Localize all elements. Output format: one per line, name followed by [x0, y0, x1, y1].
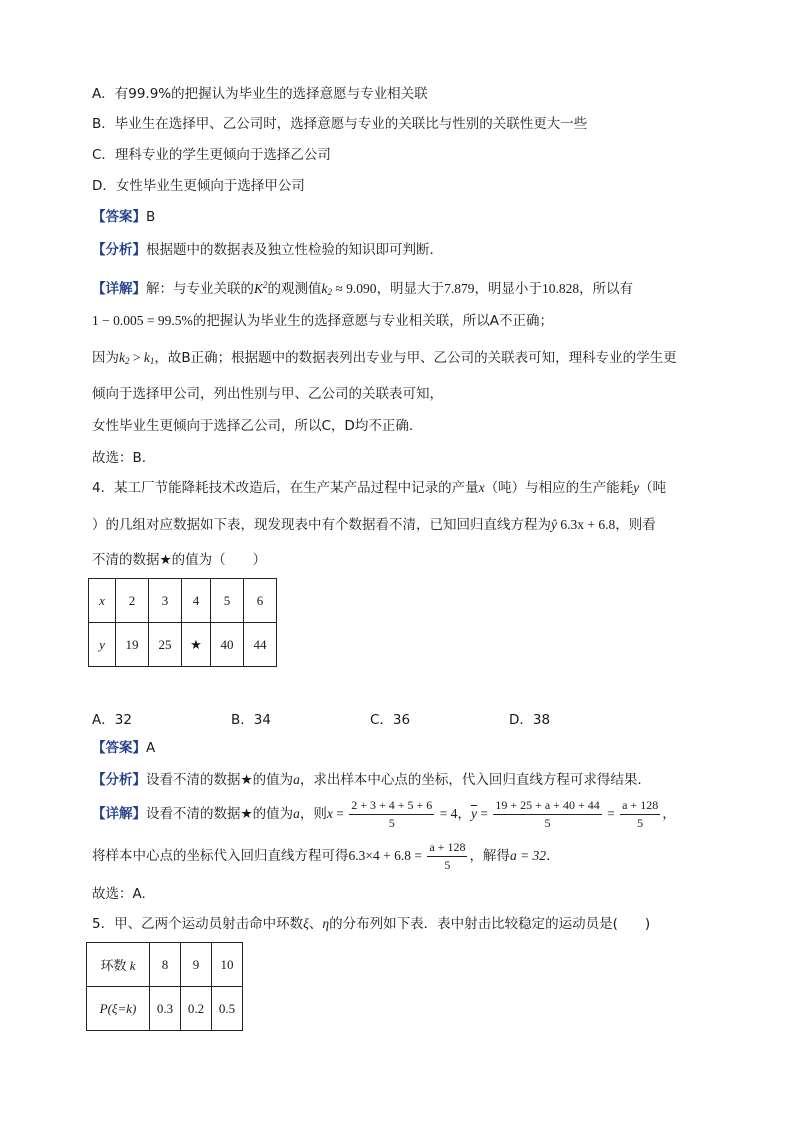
- table-cell: 4: [182, 579, 211, 623]
- math-operator: =: [332, 806, 348, 821]
- detail-text: 因为: [92, 350, 119, 366]
- option-d: D．女性毕业生更倾向于选择甲公司: [92, 178, 305, 194]
- stem-text: ）的几组对应数据如下表，现发现表中有个数据看不清，已知回归直线方程为: [92, 517, 551, 533]
- detail-line-2: [92, 311, 553, 331]
- analysis-text: 设看不清的数据★的值为: [146, 772, 294, 788]
- answer-value: B: [146, 209, 156, 225]
- answer-tag: 【答案】: [92, 209, 146, 225]
- analysis-text: ，求出样本中心点的坐标，代入回归直线方程可求得结果.: [299, 772, 642, 788]
- table-row: [87, 943, 243, 987]
- math-expression: a = 32: [509, 848, 547, 863]
- math-symbol: k: [143, 350, 150, 365]
- numerator: 2 + 3 + 4 + 5 + 6: [349, 798, 434, 815]
- y-bar-symbol: $\overline{y}$: [470, 806, 477, 821]
- table-cell: 44: [244, 623, 277, 667]
- fraction: [493, 798, 601, 831]
- math-symbol: ξ: [303, 916, 309, 931]
- analysis-tag: 【分析】: [92, 772, 146, 788]
- punctuation: ，: [662, 806, 676, 822]
- q4-stem-line-2: [92, 515, 656, 535]
- table-cell: 2: [116, 579, 149, 623]
- math-symbol: a: [293, 806, 300, 821]
- q4-data-table: [88, 578, 277, 667]
- q4-stem-line-3: 不清的数据★的值为（ ）: [92, 552, 267, 568]
- detail-text: ，解得: [469, 848, 510, 864]
- option-c: C．理科专业的学生更倾向于选择乙公司: [92, 147, 331, 163]
- stem-text: ，则看: [615, 517, 656, 533]
- header-label: 环数: [100, 959, 127, 974]
- table-header-cell: y: [89, 623, 116, 667]
- math-symbol: K: [254, 281, 264, 296]
- math-expression: 6.3x + 6.8: [557, 517, 616, 532]
- q4-analysis-line: [92, 770, 642, 790]
- analysis-line: [92, 240, 434, 260]
- detail-text: ，明显小于: [474, 281, 542, 297]
- table-row: [89, 579, 277, 623]
- math-symbol: ŷ: [551, 517, 557, 532]
- x-bar-symbol: x: [326, 806, 333, 821]
- math-symbol: k: [321, 281, 328, 296]
- punctuation: .: [546, 848, 551, 864]
- fraction: [620, 798, 660, 831]
- q4-option-c: C．36: [370, 712, 411, 728]
- answer-value: A: [146, 740, 156, 756]
- math-value: 7.879: [444, 281, 475, 296]
- stem-text: （吨: [639, 480, 667, 496]
- detail-text: 设看不清的数据★的值为: [146, 806, 294, 822]
- answer-tag: 【答案】: [92, 740, 146, 756]
- option-a: A．有99.9%的把握认为毕业生的选择意愿与专业相关联: [92, 86, 428, 102]
- q5-stem: [92, 914, 650, 934]
- superscript: 2: [263, 280, 268, 290]
- denominator: 5: [637, 815, 644, 830]
- math-expression: = 4，: [436, 806, 471, 821]
- table-header-cell: P(ξ=k): [87, 987, 150, 1031]
- detail-line-5: 女性毕业生更倾向于选择乙公司，所以C，D均不正确.: [92, 418, 414, 434]
- table-header-cell: x: [89, 579, 116, 623]
- table-cell: 0.5: [212, 987, 243, 1031]
- subscript: 2: [327, 287, 333, 297]
- q4-option-a: A．32: [92, 712, 132, 728]
- table-cell: 25: [149, 623, 182, 667]
- k1-symbol: [144, 350, 155, 365]
- detail-text: ，则: [299, 806, 327, 822]
- detail-text: 的观测值: [267, 281, 322, 297]
- table-cell: 9: [181, 943, 212, 987]
- math-symbol: η: [322, 916, 330, 931]
- denominator: 5: [444, 857, 451, 872]
- math-symbol: k: [119, 350, 125, 365]
- table-cell: 0.3: [150, 987, 181, 1031]
- table-row: [89, 623, 277, 667]
- stem-text: 的分布列如下表．表中射击比较稳定的运动员是( ): [329, 916, 651, 932]
- q4-option-d: D．38: [509, 712, 551, 728]
- math-operator: >: [129, 350, 144, 365]
- numerator: a + 128: [620, 798, 660, 815]
- table-cell: 40: [211, 623, 244, 667]
- detail-text: ，明显大于: [376, 281, 445, 297]
- denominator: 5: [544, 815, 551, 830]
- detail-line-1: [92, 275, 633, 302]
- subscript: 2: [125, 356, 130, 366]
- q4-detail-line-1: [92, 796, 676, 832]
- fraction: [427, 840, 467, 873]
- math-symbol: y: [633, 480, 640, 495]
- q4-stem-line-1: [92, 478, 666, 498]
- q4-detail-line-2: [92, 838, 550, 874]
- math-symbol: x: [478, 480, 485, 495]
- analysis-text: 根据题中的数据表及独立性检验的知识即可判断.: [146, 242, 434, 258]
- numerator: 19 + 25 + a + 40 + 44: [493, 798, 601, 815]
- analysis-tag: 【分析】: [92, 242, 146, 258]
- detail-text: 的把握认为毕业生的选择意愿与专业相关联，所以A不正确；: [192, 313, 553, 329]
- table-header-cell: [87, 943, 150, 987]
- k2-symbol: [322, 281, 333, 296]
- answer-line: [92, 207, 155, 227]
- subscript: 1: [149, 356, 155, 366]
- table-cell: 6: [244, 579, 277, 623]
- detail-text: 解：与专业关联的: [146, 281, 254, 297]
- punctuation: 、: [308, 916, 323, 932]
- conclusion: 故选：B.: [92, 450, 147, 466]
- option-b: B．毕业生在选择甲、乙公司时，选择意愿与专业的关联比与性别的关联性更大一些: [92, 116, 588, 132]
- detail-text: ，故B正确；根据题中的数据表列出专业与甲、乙公司的关联表可知，理科专业的学生更: [154, 350, 677, 366]
- math-expression: 1 − 0.005 = 99.5%: [92, 313, 193, 328]
- q5-distribution-table: [86, 942, 243, 1031]
- detail-text: ，所以有: [579, 281, 634, 297]
- detail-text: 将样本中心点的坐标代入回归直线方程可得: [92, 848, 349, 864]
- table-cell: 3: [149, 579, 182, 623]
- k2-symbol: [119, 350, 130, 365]
- table-cell: 0.2: [181, 987, 212, 1031]
- detail-tag: 【详解】: [92, 281, 146, 297]
- table-cell: 19: [116, 623, 149, 667]
- math-symbol: a: [293, 772, 300, 787]
- stem-text: 5．甲、乙两个运动员射击命中环数: [92, 916, 304, 932]
- table-cell: 5: [211, 579, 244, 623]
- math-expression: 6.3×4 + 6.8 =: [348, 848, 426, 863]
- denominator: 5: [388, 815, 395, 830]
- math-operator: =: [603, 806, 619, 821]
- q4-conclusion: 故选：A.: [92, 886, 146, 902]
- q4-option-b: B．34: [231, 712, 271, 728]
- math-operator: =: [476, 806, 492, 821]
- table-cell: 10: [212, 943, 243, 987]
- numerator: a + 128: [427, 840, 467, 857]
- math-expression: ≈ 9.090: [332, 281, 377, 296]
- stem-text: 4．某工厂节能降耗技术改造后，在生产某产品过程中记录的产量: [92, 480, 479, 496]
- detail-tag: 【详解】: [92, 806, 146, 822]
- table-cell: ★: [182, 623, 211, 667]
- fraction: [349, 798, 434, 831]
- q4-answer-line: [92, 738, 155, 758]
- math-symbol: k: [129, 958, 136, 973]
- k-squared: [254, 281, 268, 296]
- detail-line-4: 倾向于选择甲公司，列出性别与甲、乙公司的关联表可知，: [92, 386, 443, 402]
- table-row: [87, 987, 243, 1031]
- table-cell: 8: [150, 943, 181, 987]
- detail-line-3: [92, 348, 677, 371]
- math-value: 10.828: [541, 281, 580, 296]
- stem-text: （吨）与相应的生产能耗: [484, 480, 634, 496]
